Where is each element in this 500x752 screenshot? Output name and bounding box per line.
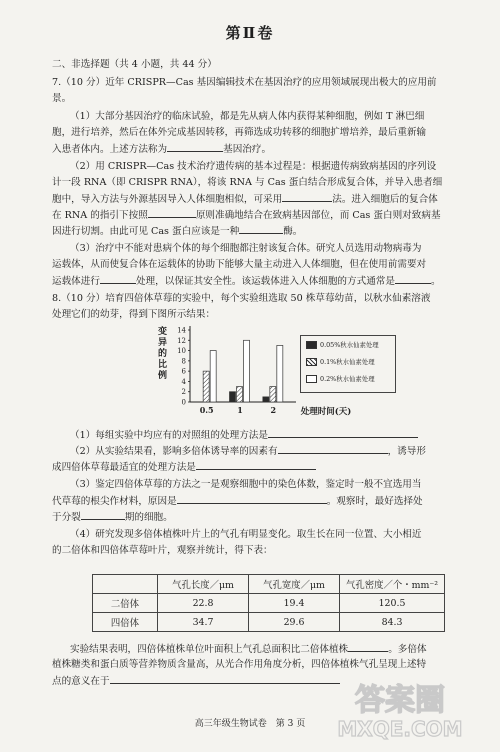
answer-blank[interactable]: [167, 142, 223, 152]
answer-blank[interactable]: [196, 460, 316, 470]
q8-intro-2: 处理它们的幼芽，得到下图所示结果：: [52, 309, 216, 320]
watermark-logo: [330, 672, 470, 742]
answer-blank[interactable]: [282, 192, 332, 202]
chart-legend: [300, 335, 396, 393]
legend-swatch-solid: [306, 341, 317, 349]
q8-p3-line2: 代草莓的根尖作材料，原因是 。观察时，最好选择处: [52, 496, 423, 507]
table-cell: 34.7: [158, 613, 249, 632]
paper-title: 第Ⅱ卷: [225, 24, 275, 42]
q8-p2-line2: 成四倍体草莓最适宜的处理方法是: [52, 460, 462, 474]
legend-swatch-hatched: [306, 358, 317, 366]
legend-item: 0.05%秋水仙素处理: [306, 341, 379, 349]
table-row: [93, 594, 445, 613]
watermark-text: 答案圈: [355, 683, 445, 718]
y-axis-label-char: 比: [158, 360, 168, 370]
q7-p3-line3: 运载体进行 处理，以保证其安全性。该运载体进入人体细胞的方式通常是 。: [52, 276, 441, 287]
y-tick-label: 12: [177, 336, 186, 345]
q8-result-line1: 实验结果表明，四倍体植株单位叶面积上气孔总面积比二倍体植株 。多倍体: [70, 644, 427, 655]
table-header-cell: 气孔宽度／μm: [249, 575, 340, 594]
q7-p1-line3: 入患者体内。上述方法称为 基因治疗。: [52, 144, 272, 155]
table-header-cell: 气孔密度／个・mm⁻²: [340, 575, 445, 594]
q7-p2-line5: 因进行切割。由此可见 Cas 蛋白应该是一种 酶。: [52, 226, 303, 237]
bar-0.1pct: [270, 387, 276, 402]
y-tick-label: 2: [181, 388, 186, 397]
answer-blank[interactable]: [100, 274, 136, 284]
q7-p1-line2: 胞，进行培养，然后在体外完成基因转移，再筛选成功转移的细胞扩增培养，最后重新输: [52, 127, 427, 138]
q7-p2-line4: 在 RNA 的指引下按照 原则准确地结合在致病基因部位，而 Cas 蛋白则对致病基: [52, 210, 441, 221]
legend-item: 0.2%秋水仙素处理: [306, 375, 375, 383]
q8-intro-1: 8.（10 分）培育四倍体草莓的实验中，每个实验组选取 50 株草莓幼苗，以秋水仙素溶液: [52, 293, 431, 304]
answer-blank[interactable]: [348, 642, 388, 652]
q8-result-line3: 点的意义在于: [52, 674, 462, 688]
y-tick-label: 10: [177, 347, 186, 356]
table-header-cell: [93, 575, 158, 594]
y-tick-label: 8: [181, 357, 186, 366]
y-tick-label: 6: [181, 367, 186, 376]
table-header-cell: 气孔长度／μm: [158, 575, 249, 594]
answer-blank[interactable]: [81, 510, 125, 520]
watermark-url: MXQE.COM: [337, 717, 463, 741]
x-tick-label: 1: [237, 405, 243, 415]
q8-p3-line3: 于分裂 期的细胞。: [52, 512, 173, 523]
legend-swatch-empty: [306, 375, 317, 383]
x-axis-label: 处理时间(天): [300, 407, 352, 417]
y-axis-label-char: 例: [158, 371, 168, 381]
x-tick-label: 0.5: [199, 405, 214, 415]
answer-blank[interactable]: [278, 444, 388, 454]
legend-item: 0.1%秋水仙素处理: [306, 358, 375, 366]
answer-blank[interactable]: [239, 224, 283, 234]
q8-p4-line2: 的二倍体和四倍体草莓叶片，观察并统计，得下表：: [52, 545, 273, 556]
table-cell: 二倍体: [93, 594, 158, 613]
q7-intro-2: 景。: [52, 93, 72, 104]
q7-intro-1: 7.（10 分）近年 CRISPR—Cas 基因编辑技术在基因治疗的应用领域展现出极大的应用前: [52, 77, 437, 88]
y-tick-label: 4: [181, 377, 186, 386]
q8-p3-line1: （3）鉴定四倍体草莓的方法之一是观察细胞中的染色体数，鉴定时一般不宜选用当: [70, 479, 422, 490]
bar-0.05pct: [230, 392, 236, 402]
table-cell: 四倍体: [93, 613, 158, 632]
answer-blank[interactable]: [148, 208, 196, 218]
y-axis-label-char: 异: [158, 338, 168, 348]
answer-blank[interactable]: [177, 494, 327, 504]
table-row: [93, 613, 445, 632]
table-cell: 19.4: [249, 594, 340, 613]
q7-p2-line2: 计一段 RNA（即 CRISPR RNA），将该 RNA 与 Cas 蛋白结合形成复合体，并导入患者细: [52, 177, 443, 188]
answer-blank[interactable]: [268, 428, 418, 438]
x-tick-label: 2: [270, 405, 277, 415]
q7-p3-line1: （3）治疗中不能对患病个体的每个细胞都注射该复合体。研究人员选用动物病毒为: [70, 243, 422, 254]
section-heading: 二、非选择题（共 4 小题，共 44 分）: [52, 59, 217, 70]
y-tick-label: 14: [177, 326, 186, 335]
q8-p1: （1）每组实验中均应有的对照组的处理方法是: [70, 428, 462, 442]
q8-p4-line1: （4）研究发现多倍体植株叶片上的气孔有明显变化。取生长在同一位置、大小相近: [70, 529, 422, 540]
table-header-row: [93, 575, 445, 594]
y-axis-label-char: 变: [158, 327, 168, 337]
bar-0.2pct: [210, 351, 216, 402]
q7-p2-line3: 胞中，导入方法与外源基因导入人体细胞相似，可采用 法。进入细胞后的复合体: [52, 194, 438, 205]
answer-blank[interactable]: [110, 674, 340, 684]
q7-p1-line1: （1）大部分基因治疗的临床试验，都是先从病人体内获得某种细胞，例如 T 淋巴细: [70, 111, 425, 122]
bar-0.2pct: [277, 345, 283, 402]
y-tick-label: 0: [181, 398, 186, 407]
table-cell: 120.5: [340, 594, 445, 613]
table-cell: 84.3: [340, 613, 445, 632]
table-cell: 29.6: [249, 613, 340, 632]
q8-result-line2: 植株糖类和蛋白质等营养物质含量高，从光合作用角度分析，四倍体植株气孔呈现上述特: [52, 659, 427, 670]
bar-0.2pct: [244, 340, 250, 402]
bar-0.05pct: [263, 397, 269, 402]
q7-p3-line2: 运载体，从而使复合体在运载体的协助下能够大量主动进入人体细胞，但在使用前需要对: [52, 259, 427, 270]
y-axis-label-char: 的: [158, 349, 168, 359]
q8-p2-line1: （2）从实验结果看，影响多倍体诱导率的因素有 ，诱导形: [70, 446, 426, 457]
answer-blank[interactable]: [395, 274, 431, 284]
q7-p2-line1: （2）用 CRISPR—Cas 技术治疗遗传病的基本过程是：根据遗传病致病基因的序列设: [70, 161, 437, 172]
table-cell: 22.8: [158, 594, 249, 613]
bar-0.1pct: [237, 387, 243, 402]
stomata-table: [92, 574, 445, 632]
page-footer: 高三年级生物试卷 第 3 页: [194, 719, 306, 729]
bar-0.1pct: [203, 371, 209, 402]
